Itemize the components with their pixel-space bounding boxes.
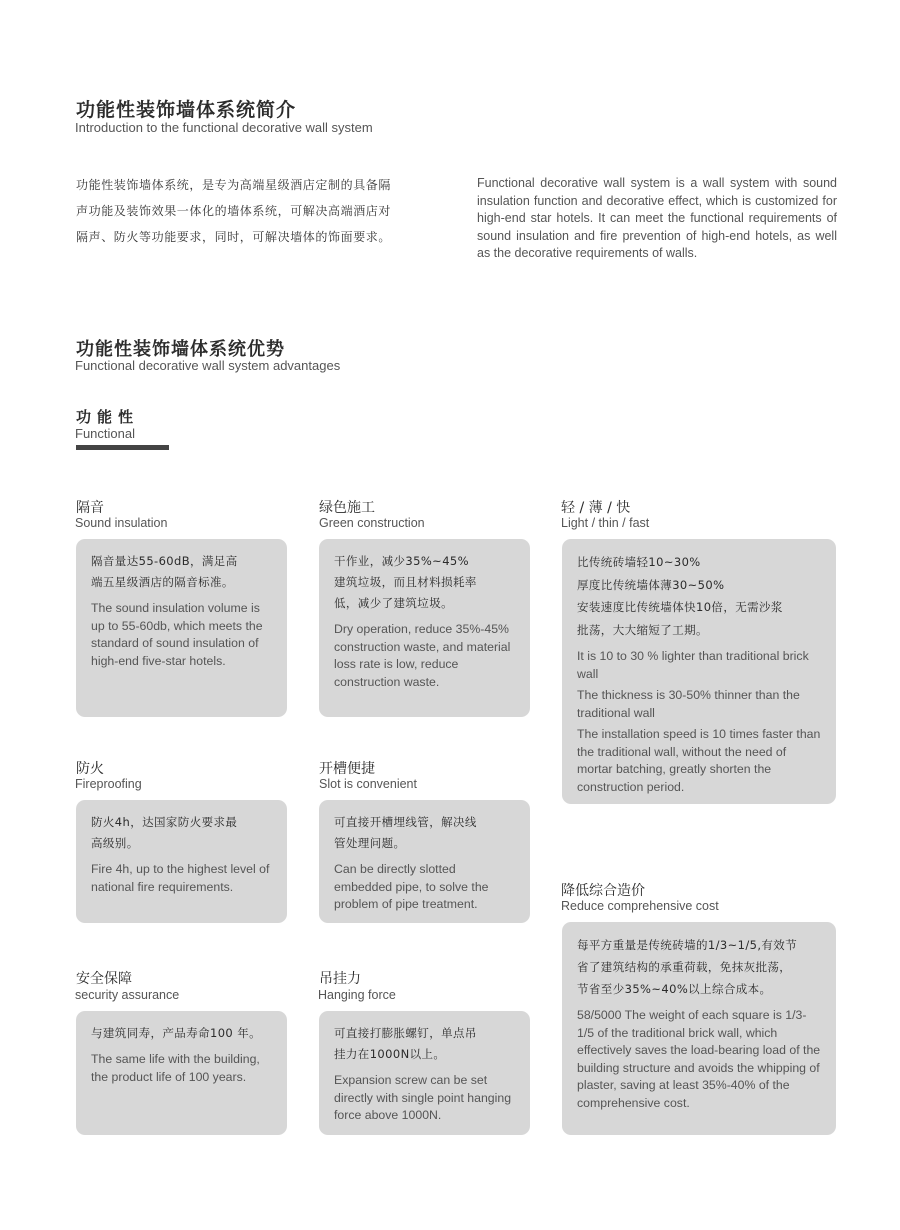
card-text-cn — [334, 1023, 516, 1065]
card-text-en — [91, 1051, 273, 1086]
card-line-cn: 批荡，大大缩短了工期。 — [577, 622, 708, 637]
card-line-en: It is 10 to 30 % lighter than traditional brick wall — [577, 649, 809, 681]
card-text-cn — [91, 1023, 273, 1044]
card-line-cn: 比传统砖墙轻10~30% — [577, 555, 701, 569]
card-line-en: Can be directly slotted embedded pipe, to solve the problem of pipe treatment. — [334, 862, 489, 911]
feature-card-light — [562, 539, 836, 804]
feature-title-cost: 降低综合造价 — [561, 883, 645, 899]
feature-subtitle-security: security assurance — [75, 988, 180, 1002]
card-line-cn: 可直接开槽埋线管，解决线 — [334, 815, 477, 829]
card-line-cn: 与建筑同寿，产品寿命100 年。 — [91, 1026, 262, 1040]
card-line-cn: 高级别。 — [91, 836, 139, 850]
feature-card-sound — [76, 539, 287, 717]
card-text-en — [334, 1072, 516, 1125]
feature-card-fire — [76, 800, 287, 923]
card-line-cn: 端五星级酒店的隔音标准。 — [91, 575, 234, 589]
card-text-cn — [577, 551, 822, 641]
feature-title-slot: 开槽便捷 — [319, 761, 375, 777]
feature-title-security: 安全保障 — [76, 971, 132, 987]
feature-card-cost — [562, 922, 836, 1135]
card-text-en — [334, 621, 516, 691]
card-line-en: Fire 4h, up to the highest level of national fire requirements. — [91, 862, 270, 894]
section-subtitle-functional: Functional — [75, 426, 135, 441]
card-line-cn: 建筑垃圾，而且材料损耗率 — [334, 575, 477, 589]
card-line-cn: 挂力在1000N以上。 — [334, 1047, 446, 1061]
card-line-cn: 省了建筑结构的承重荷载，免抹灰批荡， — [577, 960, 792, 974]
feature-card-security — [76, 1011, 287, 1135]
card-line-cn: 每平方重量是传统砖墙的1/3~1/5,有效节 — [577, 938, 798, 952]
card-text-en — [577, 1007, 822, 1112]
card-text-cn — [91, 812, 273, 854]
card-line-en: Expansion screw can be set directly with single point hanging force above 1000N. — [334, 1073, 512, 1122]
feature-subtitle-fire: Fireproofing — [75, 777, 142, 791]
card-line-cn: 可直接打膨胀螺钉，单点吊 — [334, 1026, 477, 1040]
card-line-cn: 厚度比传统墙体薄30~50% — [577, 577, 725, 592]
card-line-cn: 防火4h，达国家防火要求最 — [91, 815, 238, 829]
card-line-en: The installation speed is 10 times faster than the traditional wall, without the need of mortar batching, greatly shorten the construction period. — [577, 727, 821, 794]
card-line-cn: 隔音量达55-60dB，满足高 — [91, 554, 238, 568]
feature-title-green: 绿色施工 — [319, 500, 375, 516]
feature-subtitle-hanging: Hanging force — [318, 988, 396, 1002]
intro-title: 功能性装饰墙体系统简介 — [76, 99, 297, 121]
feature-subtitle-slot: Slot is convenient — [319, 777, 417, 791]
card-line-cn: 低，减少了建筑垃圾。 — [334, 596, 453, 610]
card-text-en — [577, 648, 822, 796]
card-line-en: The same life with the building, the product life of 100 years. — [91, 1052, 260, 1084]
advantages-title: 功能性装饰墙体系统优势 — [76, 339, 285, 360]
card-text-en — [91, 861, 273, 896]
card-text-en — [334, 861, 516, 914]
advantages-subtitle: Functional decorative wall system advantages — [75, 358, 341, 373]
card-text-cn — [334, 812, 516, 854]
feature-subtitle-light: Light / thin / fast — [561, 516, 650, 530]
card-line-cn: 干作业，减少35%~45% — [334, 554, 469, 568]
card-line-en: The sound insulation volume is up to 55-60db, which meets the standard of sound insulation of high-end five-star hotels. — [91, 601, 263, 668]
card-line-cn: 安装速度比传统墙体快10倍，无需沙浆 — [577, 600, 783, 614]
feature-title-sound: 隔音 — [76, 500, 104, 516]
feature-subtitle-sound: Sound insulation — [75, 516, 168, 530]
card-line-en: 58/5000 The weight of each square is 1/3-1/5 of the traditional brick wall, which effectively saves the load-bearing load of the building structure and avoids the whipping of plaster, saving at least 35%-40% of the comprehensive cost. — [577, 1008, 821, 1110]
card-text-en — [91, 600, 273, 670]
section-underline — [76, 445, 169, 450]
card-line-cn: 节省至少35%~40%以上综合成本。 — [577, 982, 772, 996]
card-line-en: Dry operation, reduce 35%-45% construction waste, and material loss rate is low, reduce construction waste. — [334, 622, 511, 689]
intro-body-cn-line: 功能性装饰墙体系统，是专为高端星级酒店定制的具备隔 — [76, 178, 392, 192]
card-line-cn: 管处理问题。 — [334, 836, 406, 850]
feature-card-hanging — [319, 1011, 530, 1135]
intro-body-en: Functional decorative wall system is a wall system with sound insulation function and decorative effect, which is customized for high-end star hotels. It can meet the functional requirements of sound insulation and fire prevention of high-end hotels, as well as the decorative requirements of walls. — [477, 176, 837, 260]
feature-title-light: 轻 / 薄 / 快 — [561, 500, 631, 516]
card-text-cn — [91, 551, 273, 593]
card-line-en: The thickness is 30-50% thinner than the traditional wall — [577, 688, 800, 720]
intro-body-cn-line: 隔声、防火等功能要求，同时，可解决墙体的饰面要求。 — [76, 230, 392, 244]
card-text-cn — [334, 551, 516, 614]
feature-card-slot — [319, 800, 530, 923]
feature-subtitle-cost: Reduce comprehensive cost — [561, 899, 719, 913]
section-title-functional: 功能性 — [76, 408, 140, 426]
intro-body-cn — [76, 172, 461, 250]
feature-subtitle-green: Green construction — [319, 516, 425, 530]
intro-body-cn-line: 声功能及装饰效果一体化的墙体系统，可解决高端酒店对 — [76, 204, 392, 218]
intro-subtitle: Introduction to the functional decorative wall system — [75, 120, 373, 135]
feature-title-hanging: 吊挂力 — [319, 971, 361, 987]
card-text-cn — [577, 934, 822, 1000]
feature-title-fire: 防火 — [76, 761, 104, 777]
feature-card-green — [319, 539, 530, 717]
